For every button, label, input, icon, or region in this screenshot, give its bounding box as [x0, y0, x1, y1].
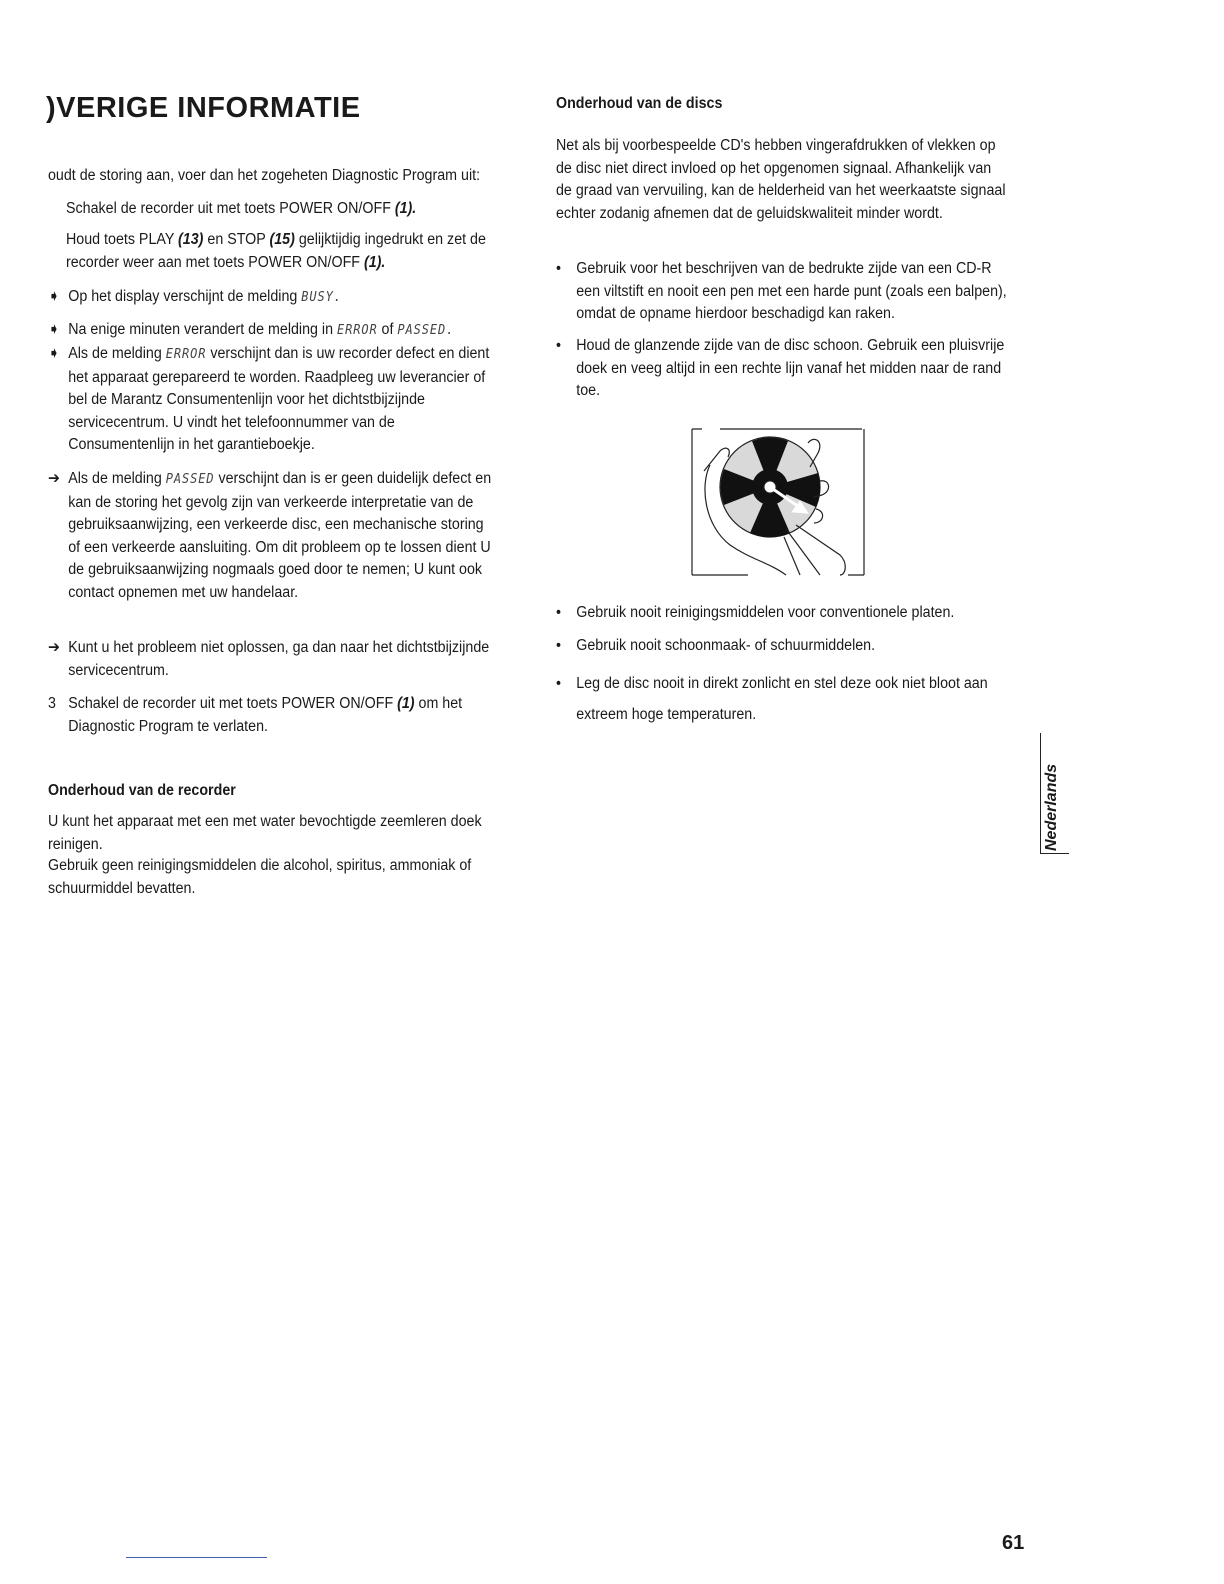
disc-bullet-1: • Gebruik voor het beschrijven van de bedrukte zijde van een CD-R een viltstift en nooit een pen met een harde punt (zoals een balpen), omdat de opname hierdoor beschadigd kan raken.	[556, 260, 1007, 322]
arrow-right-icon: ➔	[48, 470, 60, 487]
bullet-icon: •	[556, 337, 562, 354]
arrow-icon: ➧	[48, 345, 60, 362]
arrow-icon: ➧	[48, 321, 60, 338]
bullet-icon: •	[556, 260, 562, 277]
footer-rule	[126, 1557, 267, 1558]
step-2: Houd toets PLAY (13) en STOP (15) gelijktijdig ingedrukt en zet de recorder weer aan met toets POWER ON/OFF (1).	[66, 231, 486, 271]
result-busy: ➧ Op het display verschijnt de melding BUSY.	[48, 286, 499, 310]
result-passed: ➔ Als de melding PASSED verschijnt dan is er geen duidelijk defect en kan de storing het gevolg zijn van verkeerde interpretatie van de gebruiksaanwijzing, een verkeerde disc, een mechanische storing of een verkeerde aansluiting. Om dit probleem op te lossen dient U de gebruiksaanwijzing nogmaals goed door te nemen; U kunt ook contact opnemen met uw handelaar.	[48, 470, 492, 601]
recorder-para-2: Gebruik geen reinigingsmiddelen die alcohol, spiritus, ammoniak of schuurmiddel bevatten.	[48, 857, 472, 897]
disc-bullet-4: • Gebruik nooit schoonmaak- of schuurmiddelen.	[556, 635, 1007, 658]
bullet-icon: •	[556, 637, 562, 654]
recorder-heading: Onderhoud van de recorder	[48, 782, 236, 799]
bullet-icon: •	[556, 604, 562, 621]
recorder-para-1: U kunt het apparaat met een met water bevochtigde zeemleren doek reinigen.	[48, 813, 482, 853]
step-1: Schakel de recorder uit met toets POWER ON/OFF (1).	[66, 200, 417, 217]
result-change: ➧ Na enige minuten verandert de melding in ERROR of PASSED.	[48, 319, 499, 343]
result-error: ➧ Als de melding ERROR verschijnt dan is uw recorder defect en dient het apparaat gerepareerd te worden. Raadpleeg uw leverancier of bel de Marantz Consumentenlijn voor het dichtstbijzijnde servicecentrum. U vindt het telefoonnummer van de Consumentenlijn in het garantieboekje.	[48, 345, 490, 453]
discs-heading: Onderhoud van de discs	[556, 95, 723, 112]
disc-cleaning-illustration	[690, 425, 870, 581]
intro-text: oudt de storing aan, voer dan het zogeheten Diagnostic Program uit:	[48, 167, 481, 184]
result-unresolved: ➔ Kunt u het probleem niet oplossen, ga dan naar het dichtstbijzijnde servicecentrum.	[48, 639, 490, 679]
disc-bullet-3: • Gebruik nooit reinigingsmiddelen voor conventionele platen.	[556, 602, 1007, 625]
language-tab: Nederlands	[1040, 733, 1069, 854]
disc-bullet-5: • Leg de disc nooit in direkt zonlicht en stel deze ook niet bloot aan extreem hoge temperaturen.	[556, 668, 988, 730]
bullet-icon: •	[556, 675, 562, 692]
page-number: 61	[1002, 1532, 1025, 1554]
step-3: 3 Schakel de recorder uit met toets POWER ON/OFF (1) om het Diagnostic Program te verlaten.	[48, 695, 463, 735]
arrow-right-icon: ➔	[48, 639, 60, 656]
page-title: )VERIGE INFORMATIE	[46, 92, 361, 124]
arrow-icon: ➧	[48, 288, 60, 305]
disc-bullet-2: • Houd de glanzende zijde van de disc schoon. Gebruik een pluisvrije doek en veeg altijd in een rechte lijn vanaf het midden naar de rand toe.	[556, 337, 1005, 399]
discs-intro: Net als bij voorbespeelde CD's hebben vingerafdrukken of vlekken op de disc niet direct invloed op het opgenomen signaal. Afhankelijk van de graad van vervuiling, kan de helderheid van het weerkaatste signaal echter zodanig afnemen dat de geluidskwaliteit minder wordt.	[556, 137, 1006, 222]
